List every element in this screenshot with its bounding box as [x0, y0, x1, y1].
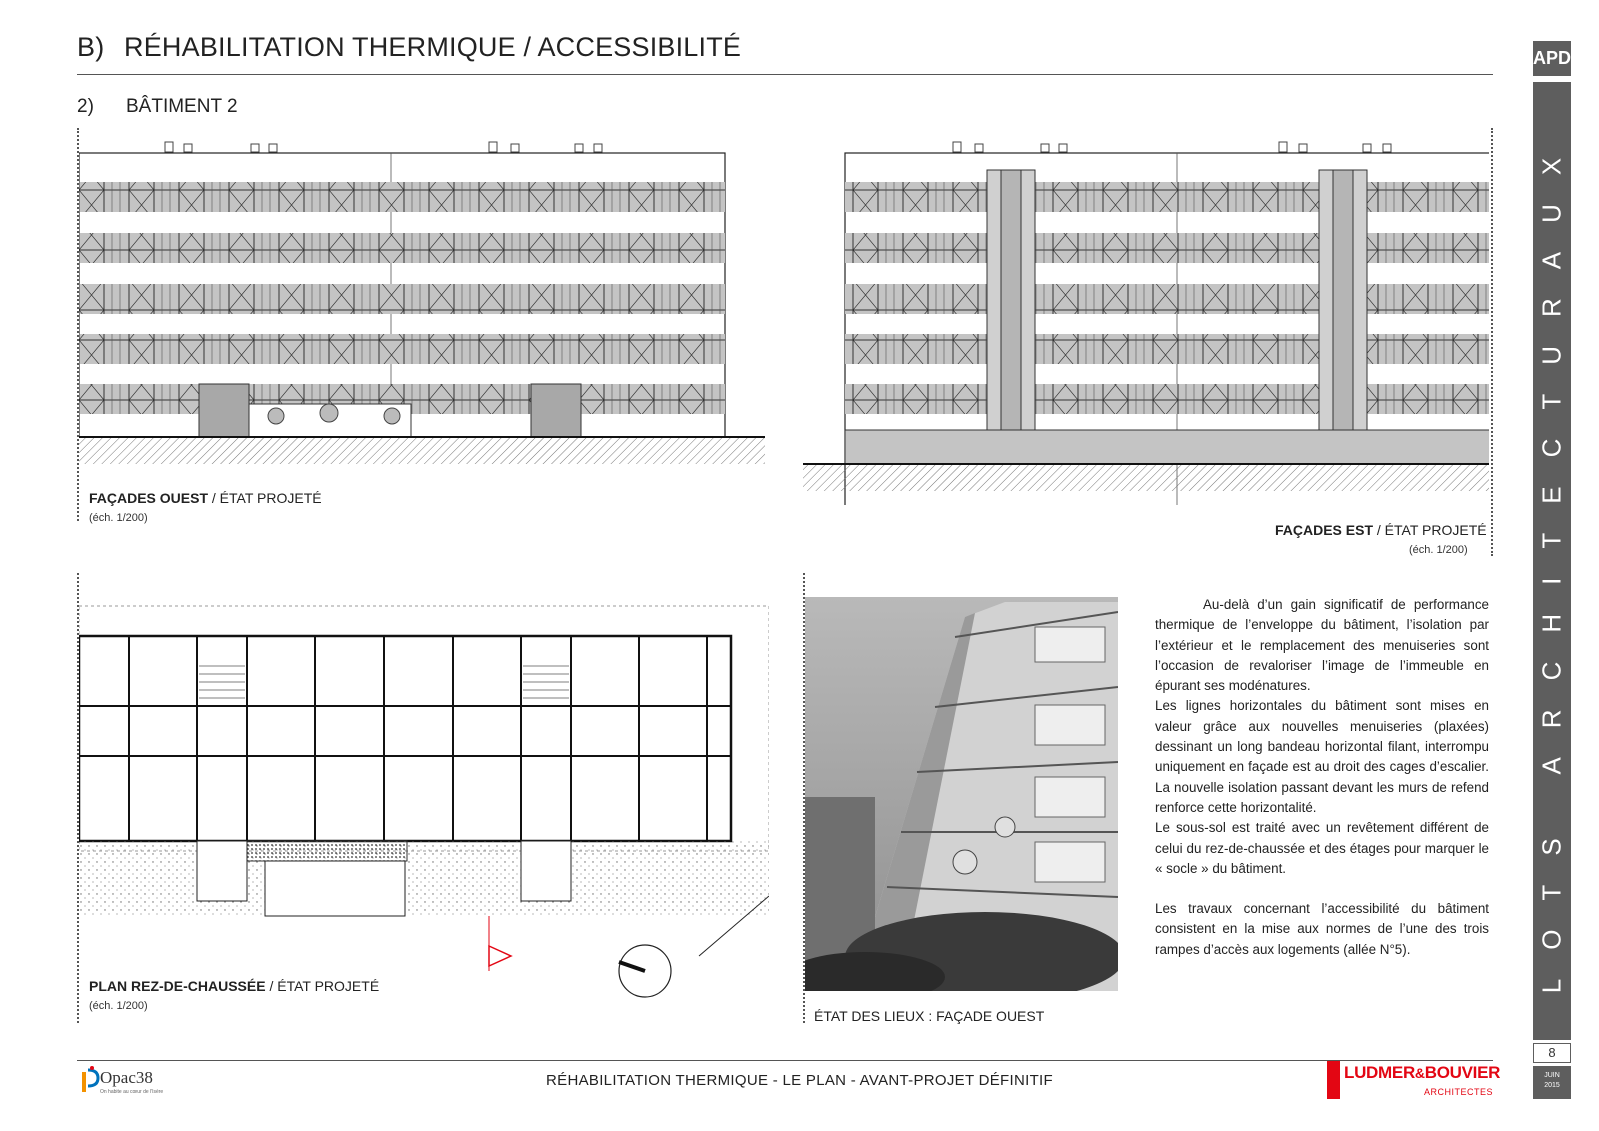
east-facade-title: FAÇADES EST [1275, 522, 1374, 538]
date-month: JUIN [1544, 1072, 1560, 1079]
opac38-logo-text: Opac38 [100, 1068, 153, 1087]
section-title-text: RÉHABILITATION THERMIQUE / ACCESSIBILITÉ [124, 32, 742, 62]
footer-title: RÉHABILITATION THERMIQUE - LE PLAN - AVANT-PROJET DÉFINITIF [546, 1072, 1053, 1089]
west-facade-photo [805, 597, 1118, 991]
section-title [77, 32, 741, 63]
subsection-number: 2) [77, 96, 94, 117]
footer-rule [77, 1060, 1493, 1061]
west-facade-drawing [79, 130, 765, 475]
date-year: 2015 [1544, 1082, 1560, 1089]
paragraph-3: Le sous-sol est traité avec un revêtement différent de celui du rez-de-chaussée et des étages pour marquer le « socle » du bâtiment. [1155, 820, 1489, 876]
ground-floor-plan [79, 596, 769, 1021]
plan-title: PLAN REZ-DE-CHAUSSÉE [89, 978, 266, 994]
page-number: 8 [1533, 1043, 1571, 1063]
west-facade-scale: (éch. 1/200) [89, 512, 148, 524]
header-rule [77, 74, 1493, 75]
plan-suffix: / ÉTAT PROJETÉ [265, 978, 380, 994]
east-facade-drawing [803, 130, 1489, 505]
paragraph-2: Les lignes horizontales du bâtiment sont mises en valeur grâce aux nouvelles menuiseries (plaxées) dessinant un long bandeau horizontal filant, interrompu uniquement en façade est au droit des cages d’escalier. La nouvelle isolation passant devant les murs de refend renforce cette horizontalité. [1155, 698, 1489, 815]
paragraph-4: Les travaux concernant l’accessibilité du bâtiment consistent en la mise aux normes de l’une des trois rampes d’accès aux logements (allée N°5). [1155, 901, 1489, 957]
date-badge [1533, 1066, 1571, 1099]
west-facade-title: FAÇADES OUEST [89, 490, 209, 506]
opac38-logo [80, 1063, 170, 1099]
ludmer-name: LUDMER [1344, 1063, 1415, 1082]
plan-caption [89, 978, 379, 994]
lots-architecturaux-label: LOTS ARCHITECTURAUX [1536, 128, 1567, 994]
apd-badge: APD [1533, 41, 1571, 76]
photo-caption: ÉTAT DES LIEUX : FAÇADE OUEST [814, 1008, 1045, 1024]
paragraph-1: Au-delà d’un gain significatif de performance thermique de l’enveloppe du bâtiment, l’isolation par l’extérieur et le remplacement des menuiseries sont l’occasion de revaloriser l’image de l’immeuble en épurant ses modénatures. [1155, 597, 1489, 694]
east-facade-caption [1275, 522, 1487, 538]
bouvier-name: BOUVIER [1424, 1063, 1501, 1082]
east-facade-suffix: / ÉTAT PROJETÉ [1373, 522, 1487, 538]
subsection-title-text: BÂTIMENT 2 [126, 96, 238, 117]
ludmer-bouvier-subtitle: ARCHITECTES [1423, 1087, 1493, 1097]
lots-architecturaux-band [1533, 82, 1571, 1040]
west-facade-caption [89, 490, 322, 506]
opac38-tagline: On habite au cœur de l'Isère [100, 1089, 164, 1095]
west-facade-suffix: / ÉTAT PROJETÉ [208, 490, 322, 506]
plan-scale: (éch. 1/200) [89, 1000, 148, 1012]
ludmer-bouvier-bar [1327, 1061, 1340, 1099]
east-facade-marker-line [1491, 128, 1493, 556]
ludmer-bouvier-logo [1327, 1061, 1501, 1099]
opac38-logo-icon [80, 1066, 100, 1094]
section-number: B) [77, 32, 105, 62]
subsection-title [77, 96, 238, 118]
east-facade-scale: (éch. 1/200) [1409, 544, 1468, 556]
logo-ampersand: & [1414, 1065, 1425, 1081]
description-text [1155, 595, 1489, 960]
